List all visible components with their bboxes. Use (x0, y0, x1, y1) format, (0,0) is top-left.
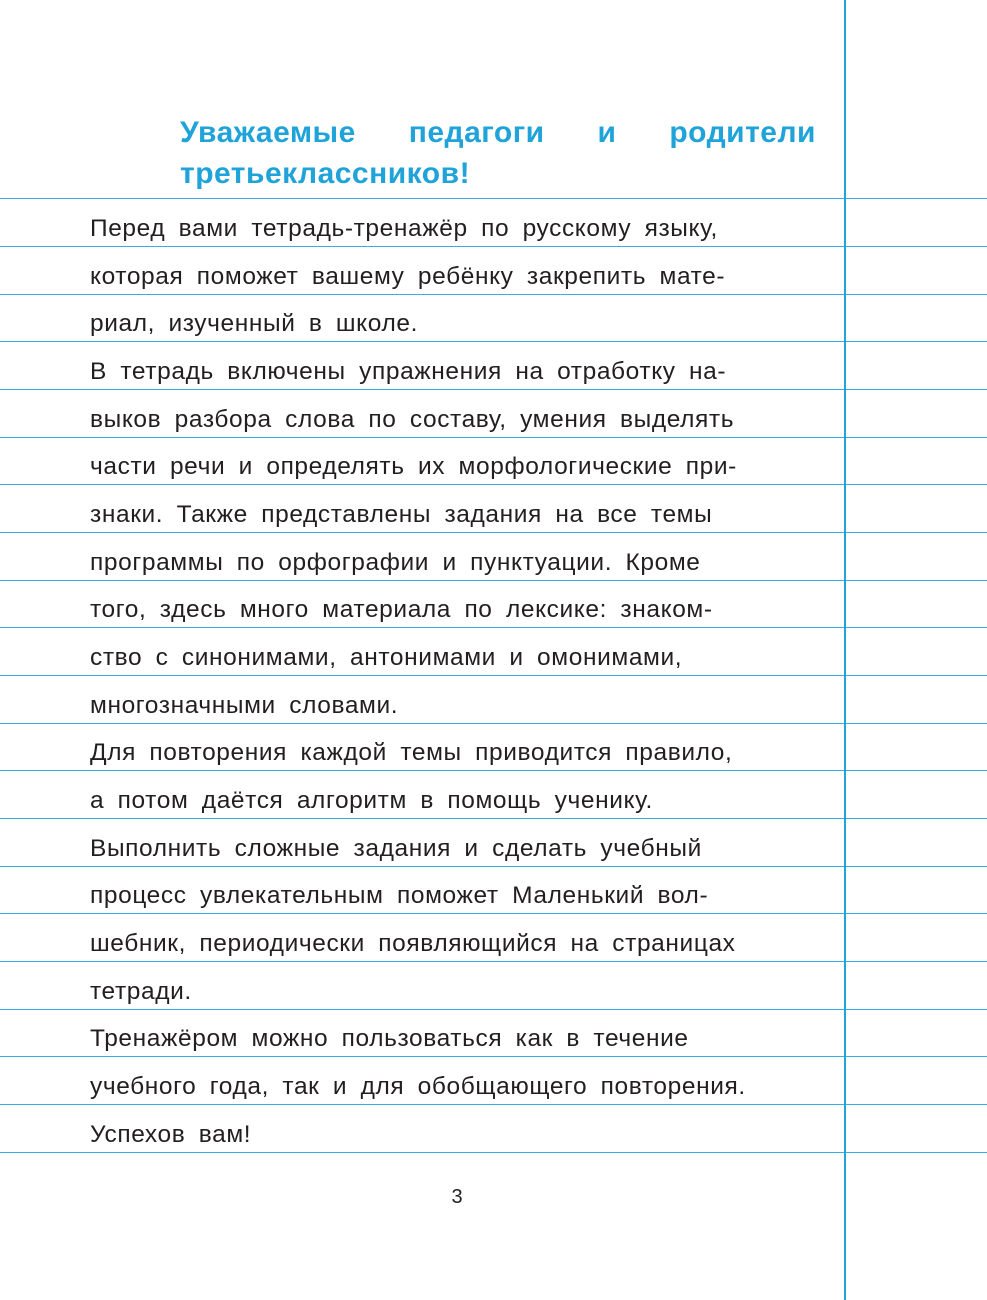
heading-line-1 (180, 113, 816, 153)
ruled-line (0, 913, 987, 914)
body-line: Успехов вам! (90, 1121, 252, 1148)
ruled-line (0, 580, 987, 581)
heading-word: Уважаемые (180, 116, 356, 149)
ruled-line (0, 627, 987, 628)
body-line: тетради. (90, 978, 192, 1005)
body-line: В тетрадь включены упражнения на отработку на- (90, 358, 727, 385)
ruled-line (0, 961, 987, 962)
ruled-line (0, 246, 987, 247)
ruled-line (0, 1056, 987, 1057)
body-line: Тренажёром можно пользоваться как в течение (90, 1025, 689, 1052)
body-line: Перед вами тетрадь-тренажёр по русскому языку, (90, 215, 718, 242)
ruled-line (0, 484, 987, 485)
body-line: которая поможет вашему ребёнку закрепить мате- (90, 263, 726, 290)
ruled-line (0, 294, 987, 295)
ruled-line (0, 866, 987, 867)
body-line: учебного года, так и для обобщающего повторения. (90, 1073, 746, 1100)
ruled-line (0, 341, 987, 342)
heading-line-2: третьеклассников! (180, 157, 471, 190)
body-line: риал, изученный в школе. (90, 310, 418, 337)
body-line: шебник, периодически появляющийся на страницах (90, 930, 736, 957)
page-number: 3 (451, 1186, 463, 1208)
ruled-line (0, 723, 987, 724)
heading-word: родители (669, 116, 816, 149)
body-line: процесс увлекательным поможет Маленький вол- (90, 882, 709, 909)
ruled-line (0, 675, 987, 676)
ruled-line (0, 532, 987, 533)
ruled-line (0, 818, 987, 819)
body-line: Выполнить сложные задания и сделать учебный (90, 835, 702, 862)
heading-word: педагоги (408, 116, 545, 149)
body-line: выков разбора слова по составу, умения выделять (90, 406, 735, 433)
ruled-line (0, 198, 987, 199)
ruled-line (0, 1104, 987, 1105)
body-line: многозначными словами. (90, 692, 399, 719)
body-line: ство с синонимами, антонимами и омонимами, (90, 644, 683, 671)
ruled-line (0, 1009, 987, 1010)
body-line: знаки. Также представлены задания на все темы (90, 501, 713, 528)
body-line: того, здесь много материала по лексике: знаком- (90, 596, 713, 623)
ruled-line (0, 389, 987, 390)
body-line: Для повторения каждой темы приводится правило, (90, 739, 733, 766)
ruled-line (0, 770, 987, 771)
body-line: части речи и определять их морфологические при- (90, 453, 737, 480)
body-line: а потом даётся алгоритм в помощь ученику. (90, 787, 653, 814)
body-line: программы по орфографии и пунктуации. Кроме (90, 549, 701, 576)
heading-word: и (597, 116, 617, 149)
ruled-line (0, 1152, 987, 1153)
ruled-line (0, 437, 987, 438)
margin-line (844, 0, 846, 1300)
